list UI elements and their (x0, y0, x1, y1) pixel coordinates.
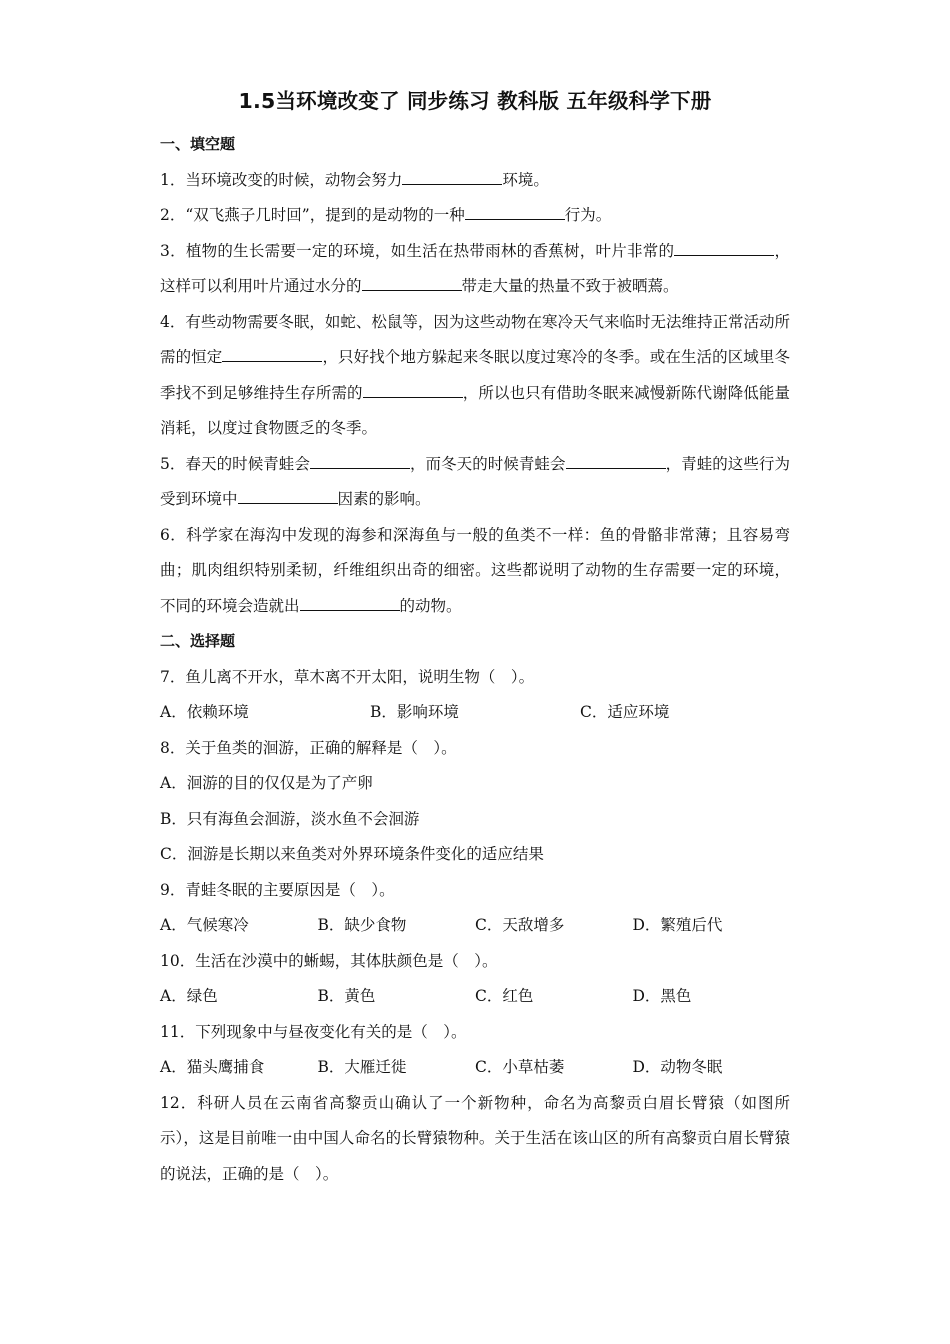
option-c[interactable]: C．洄游是长期以来鱼类对外界环境条件变化的适应结果 (160, 845, 544, 863)
options-row (160, 908, 790, 944)
options-row (160, 695, 790, 731)
question-text: 因素的影响。 (337, 490, 431, 508)
question-5 (160, 447, 790, 518)
answer-blank[interactable] (222, 360, 322, 362)
option-c[interactable]: C．红色 (475, 987, 534, 1005)
option-a[interactable]: A．洄游的目的仅仅是为了产卵 (160, 774, 373, 792)
answer-blank[interactable] (402, 183, 502, 185)
answer-blank[interactable] (362, 289, 462, 291)
option-d[interactable]: D．黑色 (632, 987, 692, 1005)
question-text: ，所以也只有借助冬眠来减慢新陈代谢降低能量消耗，以度过食物匮乏的冬季。 (160, 383, 790, 437)
question-stem: 7．鱼儿离不开水，草木离不开太阳，说明生物（ ）。 (160, 667, 535, 686)
option-c[interactable]: C．适应环境 (580, 703, 670, 721)
option-a[interactable]: A．依赖环境 (160, 703, 249, 721)
options-row (160, 979, 790, 1015)
question-2 (160, 198, 790, 234)
question-12 (160, 1086, 790, 1193)
question-text: 的动物。 (399, 596, 462, 615)
worksheet-content (160, 127, 790, 1192)
question-10 (160, 944, 790, 1015)
question-1 (160, 163, 790, 199)
section-heading-fill-blank: 一、填空题 (160, 135, 236, 153)
option-b[interactable]: B．缺少食物 (317, 916, 407, 934)
question-7 (160, 660, 790, 731)
question-text: 5．春天的时候青蛙会 (160, 454, 310, 473)
question-text: 带走大量的热量不致于被晒蔫。 (461, 277, 679, 295)
question-text: ，这样可以利用叶片通过水分的 (160, 241, 790, 295)
question-text: 2．“双飞燕子几时回”，提到的是动物的一种 (160, 206, 465, 224)
option-b[interactable]: B．影响环境 (370, 703, 459, 721)
question-text: 行为。 (564, 206, 612, 224)
question-text: 4．有些动物需要冬眠，如蛇、松鼠等，因为这些动物在寒冷天气来临时无法维持正常活动所需的恒定 (160, 312, 790, 366)
options-row (160, 1050, 790, 1086)
section-heading-multiple-choice: 二、选择题 (160, 632, 236, 650)
question-stem: 9．青蛙冬眠的主要原因是（ ）。 (160, 880, 395, 899)
question-text: 3．植物的生长需要一定的环境，如生活在热带雨林的香蕉树，叶片非常的 (160, 241, 675, 260)
option-c[interactable]: C．天敌增多 (475, 916, 565, 934)
question-9 (160, 873, 790, 944)
answer-blank[interactable] (566, 467, 666, 469)
question-8 (160, 731, 790, 873)
question-text: ，而冬天的时候青蛙会 (409, 454, 566, 473)
option-a[interactable]: A．猫头鹰捕食 (160, 1058, 265, 1076)
option-d[interactable]: D．繁殖后代 (632, 916, 723, 934)
question-6 (160, 518, 790, 625)
question-stem: 10．生活在沙漠中的蜥蜴，其体肤颜色是（ ）。 (160, 951, 498, 970)
answer-blank[interactable] (300, 609, 400, 611)
answer-blank[interactable] (363, 396, 463, 398)
question-stem: 12．科研人员在云南省高黎贡山确认了一个新物种，命名为高黎贡白眉长臂猿（如图所示），这是目前唯一由中国人命名的长臂猿物种。关于生活在该山区的所有高黎贡白眉长臂猿的说法，正确的是（ ）。 (160, 1093, 790, 1183)
option-b[interactable]: B．大雁迁徙 (317, 1058, 407, 1076)
question-stem: 11．下列现象中与昼夜变化有关的是（ ）。 (160, 1022, 467, 1041)
option-a[interactable]: A．绿色 (160, 987, 218, 1005)
question-11 (160, 1015, 790, 1086)
answer-blank[interactable] (238, 502, 338, 504)
option-b[interactable]: B．只有海鱼会洄游，淡水鱼不会洄游 (160, 809, 420, 828)
question-text: 环境。 (502, 170, 549, 189)
question-text: 1．当环境改变的时候，动物会努力 (160, 170, 403, 189)
page-title: 1.5当环境改变了 同步练习 教科版 五年级科学下册 (238, 89, 712, 113)
answer-blank[interactable] (310, 467, 410, 469)
question-text: ，青蛙的这些行为受到环境中 (160, 454, 790, 508)
question-3 (160, 234, 790, 305)
answer-blank[interactable] (674, 254, 774, 256)
question-stem: 8．关于鱼类的洄游，正确的解释是（ ）。 (160, 738, 457, 757)
option-c[interactable]: C．小草枯萎 (475, 1058, 565, 1076)
answer-blank[interactable] (465, 218, 565, 220)
option-b[interactable]: B．黄色 (317, 987, 376, 1005)
question-4 (160, 305, 790, 447)
option-d[interactable]: D．动物冬眠 (632, 1058, 723, 1076)
question-text: ，只好找个地方躲起来冬眠以度过寒冷的冬季。或在生活的区域里冬季找不到足够维持生存所需的 (160, 348, 790, 402)
question-text: 6．科学家在海沟中发现的海参和深海鱼与一般的鱼类不一样：鱼的骨骼非常薄；且容易弯曲；肌肉组织特别柔韧，纤维组织出奇的细密。这些都说明了动物的生存需要一定的环境，不同的环境会造就出 (160, 525, 790, 615)
option-a[interactable]: A．气候寒冷 (160, 916, 249, 934)
